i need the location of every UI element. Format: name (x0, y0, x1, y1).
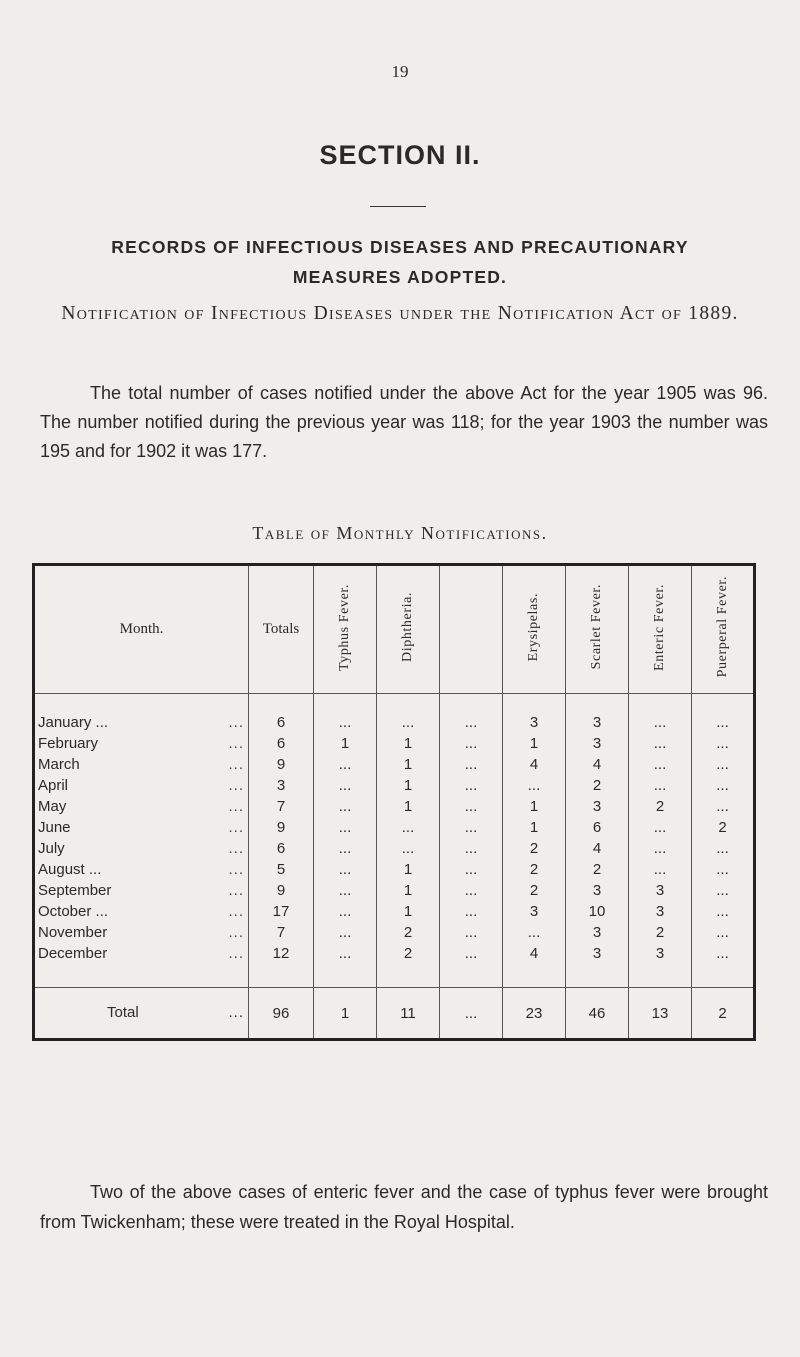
total-value: 96 (249, 988, 314, 1040)
table-cell: ... (716, 840, 729, 857)
table-row (34, 775, 755, 796)
section-title: SECTION II. (319, 140, 481, 170)
table-cell: 2 (377, 943, 440, 964)
table-cell: ... (716, 882, 729, 899)
month-label: December (38, 945, 108, 962)
total-value: 46 (566, 988, 629, 1040)
month-cell (34, 775, 249, 796)
month-label: June (38, 819, 71, 836)
table-cell: 1 (377, 754, 440, 775)
table-cell: ... (629, 754, 692, 775)
table-cell: 1 (503, 817, 566, 838)
table-cell: 6 (249, 733, 314, 754)
table-cell: ... (314, 754, 377, 775)
table-cell: 5 (249, 859, 314, 880)
table-row (34, 817, 755, 838)
table-cell: 1 (377, 901, 440, 922)
leader-dots: ... (228, 861, 244, 878)
table-row (34, 754, 755, 775)
table-cell: 1 (503, 796, 566, 817)
table-cell: 1 (377, 775, 440, 796)
table-cell: 2 (718, 819, 727, 836)
month-cell (34, 922, 249, 943)
table-row (34, 922, 755, 943)
table-cell: ... (314, 796, 377, 817)
column-header-enteric: Enteric Fever. (629, 565, 692, 694)
total-value: ... (440, 988, 503, 1040)
closing-paragraph: Two of the above cases of enteric fever and the case of typhus fever were brought from Twickenham; these were treated in the Royal Hospital. (40, 1182, 768, 1232)
table-cell: ... (629, 733, 692, 754)
table-cell: 4 (503, 754, 566, 775)
leader-dots: ... (228, 840, 244, 857)
records-heading: RECORDS OF INFECTIOUS DISEASES AND PRECAUTIONARY MEASURES ADOPTED. (111, 237, 689, 287)
month-label: February (38, 735, 99, 752)
month-cell (34, 838, 249, 859)
month-label: January ... (38, 714, 109, 731)
month-label: August ... (38, 861, 102, 878)
total-leader-dots: ... (228, 1004, 244, 1021)
leader-dots: ... (228, 777, 244, 794)
month-label: March (38, 756, 80, 773)
page-number: 19 (391, 62, 409, 81)
table-cell: ... (440, 796, 503, 817)
table-cell: 7 (249, 796, 314, 817)
month-label: November (38, 924, 108, 941)
table-cell: ... (716, 735, 729, 752)
table-cell: ... (503, 775, 566, 796)
column-header-month: Month. (34, 565, 249, 694)
table-cell: ... (377, 838, 440, 859)
table-cell: 1 (377, 859, 440, 880)
table-cell: 3 (566, 796, 629, 817)
table-cell: ... (377, 817, 440, 838)
leader-dots: ... (228, 714, 244, 731)
total-value: 2 (718, 1004, 727, 1022)
column-header-blank (440, 565, 503, 694)
month-cell (34, 733, 249, 754)
table-cell: 2 (629, 922, 692, 943)
table-cell: 6 (249, 712, 314, 733)
column-header-puerperal: Puerperal Fever. (692, 565, 755, 694)
table-cell: 3 (566, 712, 629, 733)
table-cell: 2 (566, 775, 629, 796)
month-cell (34, 859, 249, 880)
total-value: 1 (314, 988, 377, 1040)
table-cell: ... (629, 817, 692, 838)
leader-dots: ... (228, 882, 244, 899)
table-cell: ... (716, 945, 729, 962)
column-header-typhus: Typhus Fever. (314, 565, 377, 694)
table-cell: 3 (249, 775, 314, 796)
table-cell: 1 (377, 880, 440, 901)
table-cell: 3 (566, 733, 629, 754)
month-cell (34, 712, 249, 733)
intro-paragraph: The total number of cases notified under the above Act for the year 1905 was 96. The number notified during the previous year was 118; for the year 1903 the number was 195 and for 1902 it was 177. (40, 383, 768, 461)
table-row (34, 796, 755, 817)
notification-heading: Notification of Infectious Diseases under the Notification Act of 1889. (61, 303, 739, 324)
table-cell: ... (440, 712, 503, 733)
leader-dots: ... (228, 735, 244, 752)
table-row (34, 943, 755, 964)
table-row (34, 733, 755, 754)
table-cell: 7 (249, 922, 314, 943)
table-cell: ... (503, 922, 566, 943)
table-cell: 3 (566, 922, 629, 943)
table-cell: 2 (503, 880, 566, 901)
table-row (34, 712, 755, 733)
table-cell: ... (629, 775, 692, 796)
table-cell: ... (314, 922, 377, 943)
leader-dots: ... (228, 945, 244, 962)
total-value: 13 (629, 988, 692, 1040)
table-cell: 4 (566, 838, 629, 859)
table-cell: 3 (566, 880, 629, 901)
table-cell: 3 (503, 901, 566, 922)
table-cell: ... (440, 943, 503, 964)
table-cell: ... (440, 775, 503, 796)
table-cell: ... (716, 777, 729, 794)
month-label: September (38, 882, 112, 899)
table-cell: 12 (249, 943, 314, 964)
table-cell: 6 (249, 838, 314, 859)
leader-dots: ... (228, 756, 244, 773)
total-value: 11 (377, 988, 440, 1040)
table-cell: 10 (566, 901, 629, 922)
table-row (34, 880, 755, 901)
table-cell: ... (716, 798, 729, 815)
table-title: Table of Monthly Notifications. (252, 523, 548, 543)
month-label: April (38, 777, 69, 794)
table-cell: ... (314, 880, 377, 901)
table-cell: ... (440, 922, 503, 943)
column-header-totals: Totals (249, 565, 314, 694)
table-cell: ... (716, 903, 729, 920)
month-label: May (38, 798, 67, 815)
table-cell: ... (440, 733, 503, 754)
month-label: October ... (38, 903, 109, 920)
table-cell: 3 (629, 901, 692, 922)
table-row (34, 901, 755, 922)
month-cell (34, 880, 249, 901)
table-cell: 2 (503, 838, 566, 859)
column-header-erysipelas: Erysipelas. (503, 565, 566, 694)
month-cell (34, 817, 249, 838)
month-cell (34, 943, 249, 964)
table-cell: 3 (566, 943, 629, 964)
table-row (34, 859, 755, 880)
table-cell: 2 (629, 796, 692, 817)
table-cell: 3 (503, 712, 566, 733)
table-cell: ... (629, 859, 692, 880)
table-cell: 6 (566, 817, 629, 838)
table-cell: 1 (314, 733, 377, 754)
table-header-row (34, 565, 755, 694)
table-cell: ... (314, 712, 377, 733)
month-label: July (38, 840, 65, 857)
total-row (34, 988, 755, 1040)
table-cell: 2 (503, 859, 566, 880)
table-cell: ... (314, 817, 377, 838)
leader-dots: ... (228, 819, 244, 836)
table-cell: 4 (503, 943, 566, 964)
leader-dots: ... (228, 924, 244, 941)
table-cell: 1 (377, 733, 440, 754)
table-cell: ... (314, 775, 377, 796)
table-cell: ... (314, 838, 377, 859)
table-cell: 9 (249, 817, 314, 838)
table-row (34, 838, 755, 859)
table-cell: ... (440, 859, 503, 880)
table-cell: 2 (377, 922, 440, 943)
table-cell: ... (440, 880, 503, 901)
monthly-notifications-table (32, 563, 756, 1041)
table-cell: ... (440, 901, 503, 922)
table-cell: 3 (629, 943, 692, 964)
table-cell: 1 (377, 796, 440, 817)
section-divider (370, 206, 426, 207)
table-cell: ... (440, 754, 503, 775)
table-cell: ... (377, 712, 440, 733)
table-cell: ... (440, 817, 503, 838)
table-cell: ... (716, 924, 729, 941)
table-cell: ... (716, 861, 729, 878)
table-cell: 2 (566, 859, 629, 880)
column-header-scarlet: Scarlet Fever. (566, 565, 629, 694)
column-header-diphtheria: Diphtheria. (377, 565, 440, 694)
table-cell: ... (629, 712, 692, 733)
month-cell (34, 796, 249, 817)
table-cell: ... (440, 838, 503, 859)
total-label-cell (34, 988, 249, 1040)
table-cell: ... (314, 943, 377, 964)
table-cell: 17 (249, 901, 314, 922)
total-label: Total (107, 1004, 139, 1021)
table-cell: 9 (249, 880, 314, 901)
table-cell: ... (716, 756, 729, 773)
table-cell: 4 (566, 754, 629, 775)
leader-dots: ... (228, 903, 244, 920)
table-cell: 3 (629, 880, 692, 901)
table-cell: ... (716, 714, 729, 731)
table-cell: ... (314, 859, 377, 880)
table-cell: 1 (503, 733, 566, 754)
total-value: 23 (503, 988, 566, 1040)
month-cell (34, 901, 249, 922)
table-cell: 9 (249, 754, 314, 775)
month-cell (34, 754, 249, 775)
table-cell: ... (629, 838, 692, 859)
table-cell: ... (314, 901, 377, 922)
leader-dots: ... (228, 798, 244, 815)
